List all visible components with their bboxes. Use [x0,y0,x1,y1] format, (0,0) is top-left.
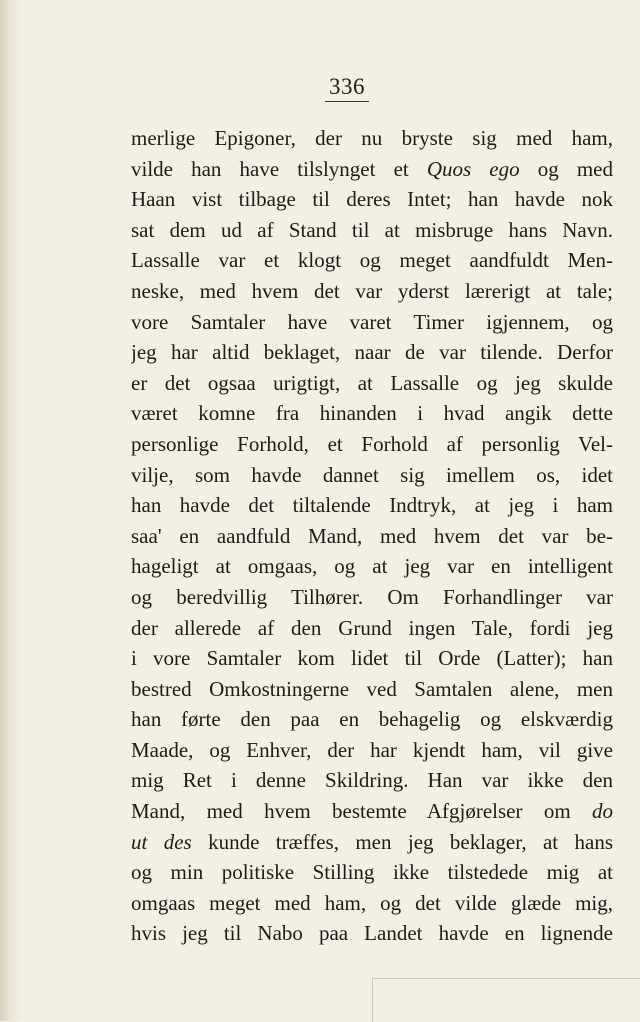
text-line [131,918,613,949]
text-run: omgaas meget med ham, og det vilde glæde mig, [131,890,613,915]
text-line [131,643,613,674]
text-run: Haan vist tilbage til deres Intet; han havde nok [131,187,613,212]
text-line [131,307,613,338]
text-line [131,857,613,888]
scan-border-corner [372,978,640,1022]
text-run: været komne fra hinanden i hvad angik dette [131,401,613,426]
italic-run: do [592,799,613,824]
text-line [131,184,613,215]
text-run: personlige Forhold, et Forhold af personlig Vel- [131,431,613,456]
text-run: Mand, med hvem bestemte Afgjørelser om [131,799,592,824]
text-line [131,582,613,613]
italic-run: Quos ego [426,156,520,181]
text-line [131,521,613,552]
text-run: og beredvillig Tilhører. Om Forhandlinger var [131,584,613,609]
text-line [131,796,613,827]
text-line [131,704,613,735]
text-run: bestred Omkostningerne ved Samtalen alene, men [131,676,613,701]
text-run: sat dem ud af Stand til at misbruge hans Navn. [131,217,613,242]
text-line [131,245,613,276]
text-line [131,490,613,521]
text-line [131,215,613,246]
italic-run: ut des [131,829,192,854]
text-run: saa' en aandfuld Mand, med hvem det var be- [131,523,613,548]
text-run: neske, med hvem det var yderst lærerigt at tale; [131,278,613,303]
page-edge-shadow [0,0,8,1021]
text-line [131,613,613,644]
text-run: hageligt at omgaas, og at jeg var en intelligent [131,554,613,579]
text-line [131,827,613,858]
text-line [131,735,613,766]
text-line [131,765,613,796]
text-line [131,460,613,491]
text-run: og med [519,156,613,181]
text-run: hvis jeg til Nabo paa Landet havde en lignende [131,921,613,946]
text-line [131,154,613,185]
text-run: og min politiske Stilling ikke tilstedede mig at [131,860,613,885]
text-line [131,888,613,919]
text-run: vilde han have tilslynget et [131,156,427,181]
page-number [0,74,640,102]
text-run: han havde det tiltalende Indtryk, at jeg i ham [131,493,613,518]
text-run: jeg har altid beklaget, naar de var tilende. Derfor [131,340,613,365]
text-run: Maade, og Enhver, der har kjendt ham, vil give [131,737,613,762]
text-line [131,123,613,154]
text-line [131,398,613,429]
text-run: Lassalle var et klogt og meget aandfuldt Men- [131,248,613,273]
text-run: der allerede af den Grund ingen Tale, fordi jeg [131,615,613,640]
text-line [131,276,613,307]
text-line [131,337,613,368]
text-line [131,551,613,582]
text-run: i vore Samtaler kom lidet til Orde (Latter); han [131,646,613,671]
body-text [131,123,613,949]
text-run: vilje, som havde dannet sig imellem os, idet [131,462,613,487]
text-run: er det ogsaa urigtigt, at Lassalle og jeg skulde [131,370,613,395]
text-line [131,429,613,460]
text-run: merlige Epigoner, der nu bryste sig med ham, [131,126,613,150]
page-number-text: 336 [325,74,369,102]
text-line [131,368,613,399]
text-run: mig Ret i denne Skildring. Han var ikke den [131,768,613,793]
text-line [131,674,613,705]
text-run: kunde træffes, men jeg beklager, at hans [191,829,613,854]
text-run: vore Samtaler have varet Timer igjennem, og [131,309,613,334]
text-run: han førte den paa en behagelig og elskværdig [131,707,613,732]
